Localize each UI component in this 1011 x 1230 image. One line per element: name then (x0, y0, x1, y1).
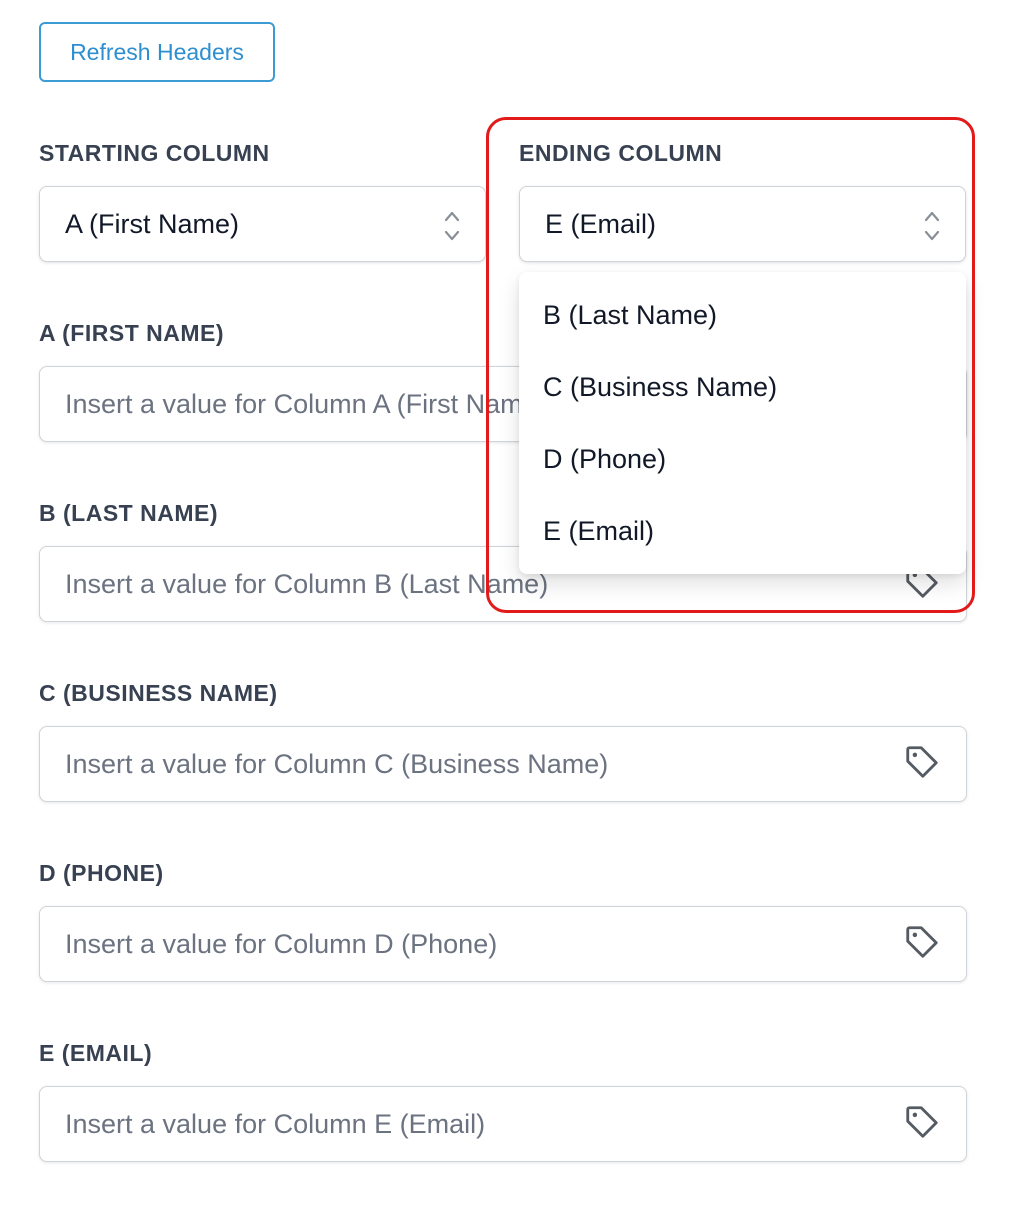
tag-icon[interactable] (903, 923, 941, 961)
chevron-up-down-icon (923, 209, 941, 243)
chevron-up-down-icon (443, 209, 461, 243)
field-a-label: A (FIRST NAME) (39, 320, 225, 346)
field-d-label: D (PHONE) (39, 860, 164, 886)
ending-column-label: ENDING COLUMN (519, 140, 723, 166)
field-c-input[interactable] (39, 726, 967, 802)
tag-icon[interactable] (903, 743, 941, 781)
ending-column-dropdown (519, 272, 966, 574)
dropdown-option-phone[interactable]: D (Phone) (543, 444, 667, 474)
dropdown-option-email[interactable]: E (Email) (543, 516, 655, 546)
field-e-input[interactable] (39, 1086, 967, 1162)
starting-column-select[interactable] (39, 186, 486, 262)
dropdown-option-last-name[interactable]: B (Last Name) (543, 300, 718, 330)
field-c-label: C (BUSINESS NAME) (39, 680, 278, 706)
field-b-label: B (LAST NAME) (39, 500, 218, 526)
tag-icon[interactable] (903, 1103, 941, 1141)
field-e-label: E (EMAIL) (39, 1040, 153, 1066)
dropdown-option-business-name[interactable]: C (Business Name) (543, 372, 778, 402)
starting-column-label: STARTING COLUMN (39, 140, 270, 166)
refresh-headers-button[interactable]: Refresh Headers (39, 22, 275, 82)
starting-column-value: A (First Name) (65, 208, 240, 239)
field-d-input[interactable] (39, 906, 967, 982)
ending-column-select[interactable] (519, 186, 966, 262)
ending-column-value: E (Email) (545, 208, 657, 239)
